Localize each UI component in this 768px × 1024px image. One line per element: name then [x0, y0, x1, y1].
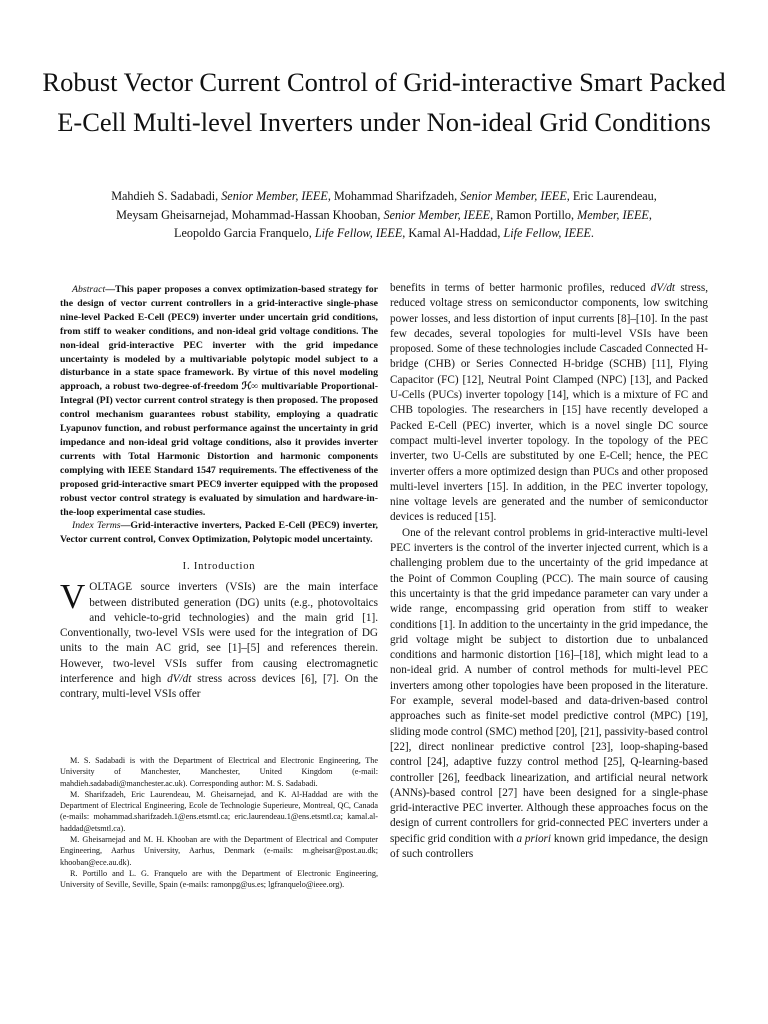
footnote: M. S. Sadabadi is with the Department of Electrical and Electronic Engineering, The University of Manchester, Manchester, United Kingdom (e-mail: mahdieh.sadabadi@manchester.ac.uk). Corresponding author: M. S. Sadabadi.: [60, 756, 378, 788]
footnotes: [60, 755, 378, 891]
author-name: ,: [648, 207, 652, 222]
body-text: known grid impedance, the design of such controllers: [390, 832, 708, 860]
footnote: R. Portillo and L. G. Franquelo are with the Department of Electronic Engineering, University of Seville, Seville, Spain (e-mails: ramonpg@us.es; lgfranquelo@ieee.org).: [60, 868, 378, 890]
right-column: [390, 281, 708, 862]
drop-cap: V: [60, 577, 86, 617]
author-name: , Mohammad Sharifzadeh,: [327, 189, 461, 203]
author-grade: Senior Member, IEEE: [383, 207, 491, 222]
section-heading: I. Introduction: [182, 561, 256, 573]
author-name: .: [590, 226, 594, 240]
author-line-2: [30, 206, 738, 225]
author-grade: Life Fellow, IEEE: [314, 226, 403, 240]
author-grade: Life Fellow, IEEE: [503, 226, 591, 240]
body-text: One of the relevant control problems in grid-interactive multi-level PEC inverters is the control of the inverter injected current, which is a challenging problem due to the uncertainty of the grid impedance at the Point of Common Coupling (PCC). The main source of causing this uncertainty is that the grid impedance parameter can vary under a wide range, encompassing grid operation from stiff to weaker conditions [1]. In addition to the uncertainty in the grid impedance, the grid voltage might be subject to distortion due to unbalanced conditions and harmonic distortion [16]–[18], which might lead to a non-ideal grid. A number of control methods for multi-level PEC inverters among other topologies have been proposed in the literature. For example, several model-based and data-driven-based control approaches such as finite-set model predictive control (MPC) [19], sliding mode control (SMC) method [20], [21], passivity-based control [22], direct nonlinear predictive control [23], loop-shaping-based control [24], adaptive fuzzy control method [25], Q-learning-based controller [26], feedback linearization, and artificial neural network (ANNs)-based control [27] have been designed for a single-phase grid-interactive PEC inverter. Although these approaches focus on the design of current controllers for grid-connected PEC inverters under a specific grid condition with: [390, 526, 708, 845]
abstract: [60, 283, 378, 519]
body-text: stress, reduced voltage stress on semiconductor components, low switching power losses, and less distortion of input currents [8]–[10]. In the past few decades, several topologies for multi-level VSIs have been proposed. Some of these technologies include Cascaded Connected H-bridge (CHB) or Series Connected H-bridge (SCHB) [11], Flying Capacitor (FC) [12], Neutral Point Clamped (NPC) [13], and Packed U-Cells (PUCs) inverter topology [14], which is a mixture of FC and CHB topologies. The researchers in [15] have recently developed a Packed E-Cell (PEC) inverter, which is a novel single DC source compact multi-level inverter topology. In the topology of the PEC inverter, two U-Cells are substituted by one E-Cell; hence, the PEC inverter offers a more optimized design than PUCs and other proposed multi-level inverters [15]. In addition, in the PEC inverter topology, nine voltage levels are generated and the number of semiconductor devices is reduced [15].: [390, 282, 708, 524]
author-name: , Eric Laurendeau,: [566, 189, 657, 203]
author-name: , Kamal Al-Haddad,: [402, 226, 504, 240]
body-paragraph: [390, 281, 708, 526]
index-terms: [60, 519, 378, 547]
body-text: benefits in terms of better harmonic profiles, reduced: [390, 282, 651, 294]
math-dvdt: dV/dt: [650, 282, 676, 294]
author-grade: Member, IEEE: [577, 207, 649, 222]
math-dvdt: dV/dt: [167, 673, 192, 685]
author-name: Meysam Gheisarnejad, Mohammad-Hassan Khooban,: [116, 207, 384, 222]
author-name: Leopoldo Garcia Franquelo,: [174, 226, 315, 240]
author-grade: Senior Member, IEEE: [460, 189, 567, 203]
author-grade: Senior Member, IEEE: [221, 189, 328, 203]
footnote: M. Gheisarnejad and M. H. Khooban are with the Department of Electrical and Computer Engineering, Aarhus University, Aarhus, Denmark (e-mails: m.gheisar@post.au.dk; khooban@ece.au.dk).: [60, 835, 378, 867]
index-terms-text: —Grid-interactive inverters, Packed E-Cell (PEC9) inverter, Vector current control, Convex Optimization, Polytopic model uncertainty.: [60, 520, 378, 546]
body-paragraph: [390, 526, 708, 863]
intro-paragraph: [60, 577, 378, 702]
intro-text: OLTAGE source inverters (VSIs) are the main interface between distributed generation (DG) units (e.g., photovoltaics and vehicle-to-grid technologies) and the main grid [1]. Conventionally, two-level VSIs were used for the integration of DG units to the main AC grid, see [1]–[5] and references therein. However, two-level VSIs suffer from causing electromagnetic interference and high: [60, 581, 378, 685]
abstract-text: —This paper proposes a convex optimization-based strategy for the design of vector current controllers in a grid-interactive single-phase nine-level Packed E-Cell (PEC9) inverter under uncertain grid conditions, from stiff to weaker conditions, and non-ideal grid voltage conditions. The non-ideal grid-interactive PEC inverter with the grid impedance uncertainty is modeled by a multivariable polytopic model subject to a disturbance in a state space framework. By virtue of this novel modeling approach, a robust two-degree-of-freedom ℋ∞ multivariable Proportional-Integral (PI) vector current control strategy is then proposed. The proposed control mechanism guarantees robust stability, employing a quadratic Lyapunov function, and robust performance against the uncertainty in grid impedance and non-ideal grid voltage conditions, also it provides inverter currents with Total Harmonic Distortion and harmonic components complying with IEEE Standard 1547 requirements. The effectiveness of the proposed grid-interactive smart PEC9 inverter equipped with the proposed robust vector control strategy is evaluated by simulation and hardware-in-the-loop experimental case studies.: [60, 284, 378, 518]
author-name: , Ramon Portillo,: [490, 207, 578, 222]
index-terms-label: Index Terms: [72, 520, 121, 532]
footnote: M. Sharifzadeh, Eric Laurendeau, M. Gheisarnejad, and K. Al-Haddad are with the Department of Electrical Engineering, Ecole de Technologie Superieure, Montreal, QC, Canada (e-mails: mohammad.sharifzadeh.1@ens.etsmtl.ca; eric.laurendeau.1@ens.etsmtl.ca; kamal.al-haddad@etsmtl.ca).: [60, 789, 378, 833]
italic-term: a priori: [516, 832, 552, 845]
paper-title: Robust Vector Current Control of Grid-interactive Smart Packed E-Cell Multi-level Inverters under Non-ideal Grid Conditions: [42, 67, 726, 137]
author-line-3: [30, 224, 738, 243]
intro-text: stress across devices [6], [7]. On the contrary, multi-level VSIs offer: [60, 673, 378, 701]
abstract-label: Abstract: [72, 284, 106, 295]
author-line-1: [30, 187, 738, 206]
author-list: [30, 187, 738, 243]
left-column: [60, 283, 378, 703]
author-name: Mahdieh S. Sadabadi,: [111, 189, 222, 203]
